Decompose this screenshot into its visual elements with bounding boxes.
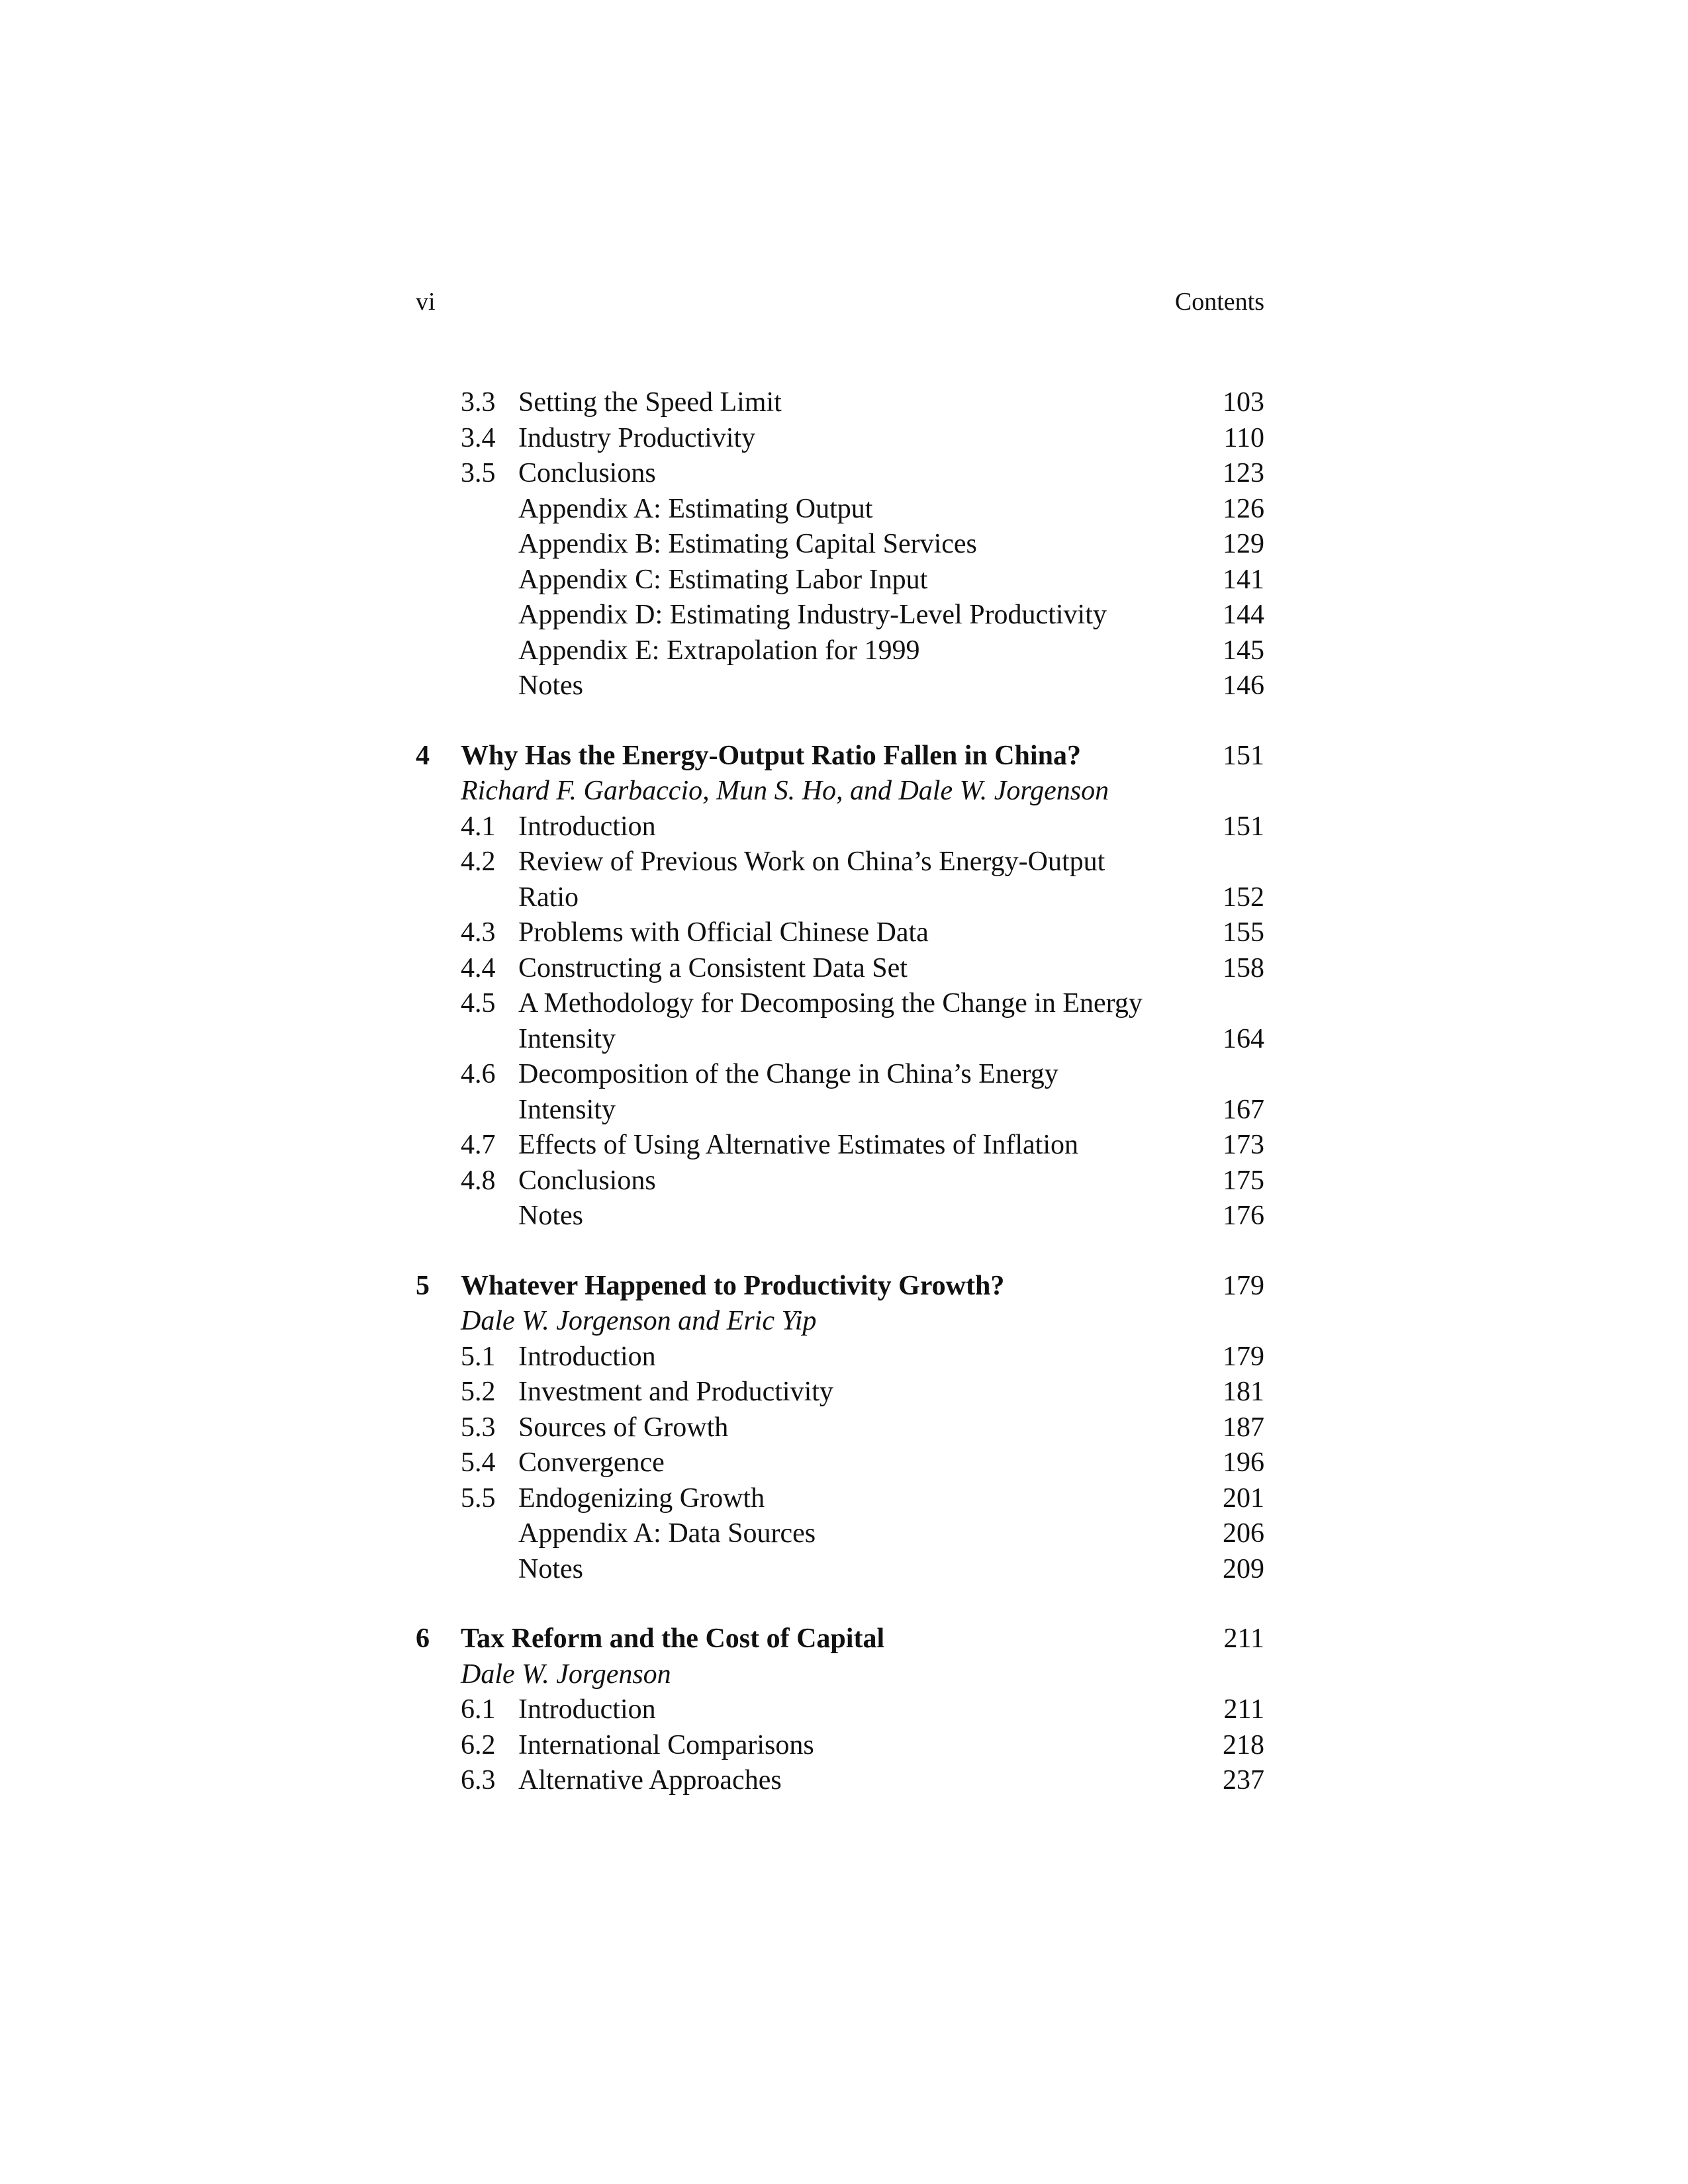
toc-entry[interactable] <box>416 385 1264 421</box>
page-number: 152 <box>1223 882 1264 913</box>
section-title: International Comparisons <box>518 1729 814 1760</box>
page-number: 173 <box>1223 1130 1264 1160</box>
toc-entry[interactable] <box>416 915 1264 951</box>
section-title: Constructing a Consistent Data Set <box>518 952 908 983</box>
page-number: 196 <box>1223 1447 1264 1478</box>
toc-entry[interactable] <box>416 563 1264 598</box>
toc-entry[interactable] <box>416 527 1264 563</box>
page-number: 103 <box>1223 387 1264 418</box>
appendix-title: Appendix D: Estimating Industry-Level Productivity <box>518 600 1107 630</box>
section-number: 3.3 <box>461 387 496 418</box>
toc-entry[interactable] <box>416 456 1264 492</box>
author-line: Dale W. Jorgenson <box>461 1659 671 1690</box>
section-title: Industry Productivity <box>518 422 756 453</box>
page-number: 126 <box>1223 493 1264 524</box>
page-number: 237 <box>1223 1765 1264 1796</box>
toc-entry[interactable] <box>416 809 1264 845</box>
section-title: Conclusions <box>518 458 656 488</box>
toc-entry[interactable] <box>416 951 1264 987</box>
section-number: 6.3 <box>461 1765 496 1796</box>
chapter-number: 4 <box>416 740 430 771</box>
page-number: 176 <box>1223 1201 1264 1231</box>
page-number: 158 <box>1223 952 1264 983</box>
toc-entry[interactable] <box>416 1199 1264 1234</box>
toc-entry-continuation[interactable] <box>416 1093 1264 1128</box>
section-title: Introduction <box>518 811 656 842</box>
page-number: 167 <box>1223 1094 1264 1125</box>
toc-entry[interactable] <box>416 1481 1264 1517</box>
section-title: Alternative Approaches <box>518 1765 782 1796</box>
toc-entry[interactable] <box>416 633 1264 669</box>
section-number: 5.5 <box>461 1482 496 1514</box>
section-number: 4.1 <box>461 811 496 842</box>
author-line: Dale W. Jorgenson and Eric Yip <box>461 1306 817 1336</box>
section-number: 5.2 <box>461 1377 496 1407</box>
toc-entry[interactable] <box>416 1057 1264 1093</box>
section-title: Problems with Official Chinese Data <box>518 917 929 948</box>
section-number: 3.5 <box>461 458 496 488</box>
page-number: 179 <box>1223 1341 1264 1372</box>
toc-entry[interactable] <box>416 1516 1264 1552</box>
toc-entry-continuation[interactable] <box>416 1022 1264 1058</box>
appendix-title: Appendix B: Estimating Capital Services <box>518 529 977 559</box>
chapter-heading[interactable] <box>416 739 1264 774</box>
toc-entry[interactable] <box>416 1163 1264 1199</box>
page-number: 201 <box>1223 1482 1264 1514</box>
chapter-heading[interactable] <box>416 1269 1264 1304</box>
page-number: 123 <box>1223 458 1264 488</box>
appendix-title: Appendix C: Estimating Labor Input <box>518 564 928 595</box>
table-of-contents <box>416 385 1264 1799</box>
section-title-continued: Intensity <box>518 1023 616 1054</box>
block-spacer <box>416 704 1264 739</box>
appendix-title: Appendix A: Estimating Output <box>518 493 873 524</box>
section-number: 4.7 <box>461 1130 496 1160</box>
page-number: 155 <box>1223 917 1264 948</box>
page-number: 181 <box>1223 1377 1264 1407</box>
section-title: Investment and Productivity <box>518 1377 833 1407</box>
chapter-number: 6 <box>416 1623 430 1654</box>
section-number: 4.3 <box>461 917 496 948</box>
section-title: Introduction <box>518 1694 656 1725</box>
section-title: Sources of Growth <box>518 1412 729 1443</box>
chapter-heading[interactable] <box>416 1621 1264 1657</box>
section-title-continued: Intensity <box>518 1094 616 1125</box>
page-number: 144 <box>1223 600 1264 630</box>
page-number: 164 <box>1223 1023 1264 1054</box>
section-title-continued: Ratio <box>518 882 579 913</box>
chapter-authors <box>416 1304 1264 1340</box>
running-title: Contents <box>1174 288 1264 316</box>
toc-entry[interactable] <box>416 1340 1264 1375</box>
page-folio: vi <box>416 288 436 316</box>
section-title: Review of Previous Work on China’s Energy-Output <box>518 846 1105 877</box>
notes-title: Notes <box>518 1553 583 1584</box>
chapter-authors <box>416 774 1264 809</box>
toc-entry[interactable] <box>416 1128 1264 1163</box>
page-number: 211 <box>1223 1623 1264 1654</box>
page-number: 175 <box>1223 1165 1264 1196</box>
block-spacer <box>416 1234 1264 1269</box>
notes-title: Notes <box>518 1201 583 1231</box>
toc-entry[interactable] <box>416 492 1264 527</box>
page-number: 151 <box>1223 740 1264 771</box>
toc-entry[interactable] <box>416 668 1264 704</box>
page-number: 110 <box>1223 422 1264 453</box>
toc-entry[interactable] <box>416 421 1264 457</box>
page-number: 206 <box>1223 1518 1264 1549</box>
toc-entry[interactable] <box>416 598 1264 633</box>
section-title: Decomposition of the Change in China’s Energy <box>518 1059 1058 1089</box>
section-number: 6.2 <box>461 1729 496 1760</box>
section-number: 4.6 <box>461 1059 496 1089</box>
section-number: 4.4 <box>461 952 496 983</box>
section-title: Effects of Using Alternative Estimates of Inflation <box>518 1130 1079 1160</box>
page-number: 145 <box>1223 635 1264 666</box>
chapter-authors <box>416 1657 1264 1693</box>
chapter-title: Tax Reform and the Cost of Capital <box>461 1623 885 1654</box>
page-number: 218 <box>1223 1729 1264 1760</box>
section-number: 4.2 <box>461 846 496 877</box>
section-title: Convergence <box>518 1447 665 1478</box>
toc-entry-continuation[interactable] <box>416 880 1264 916</box>
chapter-title: Why Has the Energy-Output Ratio Fallen in China? <box>461 740 1081 771</box>
toc-entry[interactable] <box>416 1375 1264 1410</box>
section-title: Introduction <box>518 1341 656 1372</box>
toc-entry[interactable] <box>416 986 1264 1022</box>
block-spacer <box>416 1587 1264 1621</box>
chapter-4 <box>416 739 1264 1234</box>
page-number: 209 <box>1223 1553 1264 1584</box>
section-title: Setting the Speed Limit <box>518 387 782 418</box>
page-number: 211 <box>1223 1694 1264 1725</box>
page-number: 151 <box>1223 811 1264 842</box>
continued-sections <box>416 385 1264 704</box>
chapter-6 <box>416 1621 1264 1799</box>
section-title: Conclusions <box>518 1165 656 1196</box>
page-number: 129 <box>1223 529 1264 559</box>
notes-title: Notes <box>518 670 583 701</box>
toc-entry[interactable] <box>416 1410 1264 1446</box>
section-number: 3.4 <box>461 422 496 453</box>
page-number: 141 <box>1223 564 1264 595</box>
author-line: Richard F. Garbaccio, Mun S. Ho, and Dale W. Jorgenson <box>461 776 1109 806</box>
section-number: 5.3 <box>461 1412 496 1443</box>
appendix-title: Appendix A: Data Sources <box>518 1518 816 1549</box>
chapter-title: Whatever Happened to Productivity Growth? <box>461 1270 1005 1301</box>
section-title: Endogenizing Growth <box>518 1482 765 1514</box>
section-number: 5.4 <box>461 1447 496 1478</box>
toc-entry[interactable] <box>416 1763 1264 1799</box>
chapter-5 <box>416 1269 1264 1588</box>
toc-entry[interactable] <box>416 844 1264 880</box>
toc-entry[interactable] <box>416 1552 1264 1588</box>
toc-entry[interactable] <box>416 1728 1264 1764</box>
chapter-number: 5 <box>416 1270 430 1301</box>
toc-entry[interactable] <box>416 1445 1264 1481</box>
section-title: A Methodology for Decomposing the Change in Energy <box>518 988 1143 1019</box>
appendix-title: Appendix E: Extrapolation for 1999 <box>518 635 920 666</box>
page-number: 179 <box>1223 1270 1264 1301</box>
section-number: 5.1 <box>461 1341 496 1372</box>
page-number: 146 <box>1223 670 1264 701</box>
section-number: 6.1 <box>461 1694 496 1725</box>
running-head <box>416 283 1264 320</box>
section-number: 4.8 <box>461 1165 496 1196</box>
page-number: 187 <box>1223 1412 1264 1443</box>
section-number: 4.5 <box>461 988 496 1019</box>
toc-entry[interactable] <box>416 1692 1264 1728</box>
